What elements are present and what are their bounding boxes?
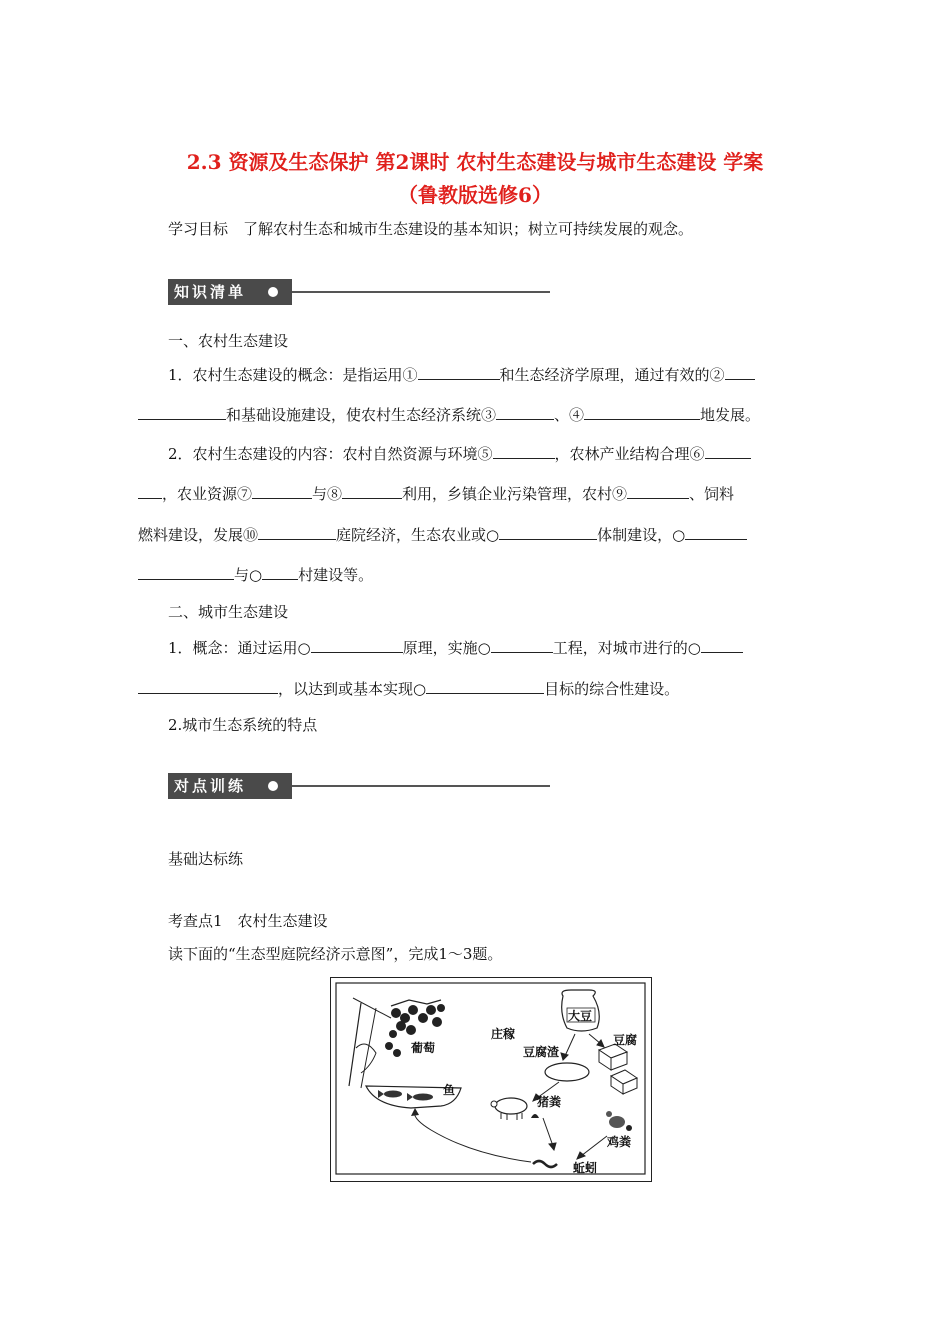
practice-point: 考查点1 农村生态建设 — [168, 912, 328, 930]
fill-blank-16-cont[interactable] — [138, 679, 278, 694]
section1-p2-line1 — [168, 443, 751, 464]
fill-blank-10[interactable] — [258, 525, 336, 540]
section1-p1-line2 — [138, 404, 760, 425]
okara-pile — [545, 1063, 589, 1081]
practice-banner-label: 对点训练 — [174, 777, 247, 795]
text-run: 目标的综合性建设。 — [544, 680, 680, 698]
label-earthworm: 蚯蚓 — [573, 1161, 598, 1175]
practice-level: 基础达标练 — [168, 850, 244, 868]
practice-instruction: 读下面的“生态型庭院经济示意图”，完成1～3题。 — [168, 945, 503, 963]
section2-heading: 二、城市生态建设 — [168, 603, 289, 621]
text-run: 1．概念：通过运用○ — [168, 639, 311, 657]
label-pig-manure: 猪粪 — [537, 1095, 562, 1109]
label-grape: 葡萄 — [411, 1041, 436, 1055]
doc-title-line2: （鲁教版选修6） — [398, 183, 552, 207]
fill-blank-17[interactable] — [426, 679, 544, 694]
banner-rule — [292, 291, 550, 293]
diagram-canvas — [331, 978, 651, 1180]
text-run: 、饲料 — [689, 485, 735, 503]
fish-icon — [378, 1090, 433, 1101]
fill-blank-6[interactable] — [705, 444, 751, 459]
return-arc — [414, 1110, 531, 1162]
text-run: 村建设等。 — [298, 566, 374, 584]
pig-manure-icon — [531, 1114, 539, 1118]
fill-blank-7[interactable] — [252, 484, 312, 499]
section1-p2-line3 — [138, 524, 747, 545]
section2-p2: 2.城市生态系统的特点 — [168, 716, 318, 734]
text-run: 和生态经济学原理，通过有效的② — [499, 366, 725, 384]
fill-blank-12[interactable] — [685, 525, 747, 540]
tofu-blocks-icon — [599, 1044, 637, 1094]
text-run: 和基础设施建设，使农村生态经济系统③ — [226, 406, 497, 424]
pig-icon — [491, 1098, 527, 1120]
fill-blank-16[interactable] — [701, 638, 743, 653]
fill-blank-9[interactable] — [627, 484, 689, 499]
fill-blank-2-cont[interactable] — [138, 405, 226, 420]
fill-blank-12-cont[interactable] — [138, 565, 234, 580]
text-run: 庭院经济，生态农业或○ — [336, 526, 500, 544]
text-run: 体制建设，○ — [597, 526, 686, 544]
section1-p2-line4 — [138, 564, 373, 585]
text-run: 与⑧ — [312, 485, 343, 503]
text-run: 与○ — [234, 566, 263, 584]
section2-p1-line2 — [138, 678, 679, 699]
text-run: 原理，实施○ — [402, 639, 491, 657]
section2-p1-line1 — [168, 637, 743, 658]
section1-p2-line2 — [138, 483, 734, 504]
arrowhead — [411, 1108, 419, 1116]
text-run: 燃料建设，发展⑩ — [138, 526, 259, 544]
chicken-icon — [606, 1111, 632, 1131]
text-run: 地发展。 — [700, 406, 761, 424]
text-run: 1．农村生态建设的概念：是指运用① — [168, 366, 418, 384]
fill-blank-2[interactable] — [725, 365, 755, 380]
courtyard-economy-diagram — [330, 977, 652, 1182]
fill-blank-4[interactable] — [584, 405, 700, 420]
text-run: ，农业资源⑦ — [162, 485, 253, 503]
fill-blank-13[interactable] — [262, 565, 298, 580]
fill-blank-8[interactable] — [342, 484, 402, 499]
earthworm-icon — [533, 1161, 557, 1167]
text-run: ，以达到或基本实现○ — [278, 680, 427, 698]
fill-blank-11[interactable] — [499, 525, 597, 540]
text-run: ，农林产业结构合理⑥ — [554, 445, 705, 463]
fill-blank-5[interactable] — [493, 444, 555, 459]
section1-p1-line1 — [168, 364, 755, 385]
label-soybean: 大豆 — [568, 1009, 593, 1023]
knowledge-banner-label: 知识清单 — [174, 283, 247, 301]
label-okara: 豆腐渣 — [523, 1045, 560, 1059]
section1-heading: 一、农村生态建设 — [168, 332, 289, 350]
text-run: 2．农村生态建设的内容：农村自然资源与环境⑤ — [168, 445, 493, 463]
label-fish: 鱼 — [443, 1083, 456, 1097]
banner-dot-icon — [268, 287, 278, 297]
fill-blank-6-cont[interactable] — [138, 484, 162, 499]
label-chicken-manure: 鸡粪 — [607, 1135, 632, 1149]
label-tofu: 豆腐 — [613, 1033, 638, 1047]
learning-objective: 学习目标 了解农村生态和城市生态建设的基本知识；树立可持续发展的观念。 — [168, 220, 694, 238]
banner-dot-icon — [268, 781, 278, 791]
fill-blank-15[interactable] — [491, 638, 553, 653]
text-run: 利用，乡镇企业污染管理，农村⑨ — [402, 485, 628, 503]
fill-blank-1[interactable] — [418, 365, 500, 380]
label-crops: 庄稼 — [491, 1027, 516, 1041]
fill-blank-3[interactable] — [496, 405, 554, 420]
text-run: 、④ — [554, 406, 585, 424]
text-run: 工程，对城市进行的○ — [552, 639, 701, 657]
banner-rule — [292, 785, 550, 787]
doc-title-line1: 2.3 资源及生态保护 第2课时 农村生态建设与城市生态建设 学案 — [186, 150, 764, 174]
fill-blank-14[interactable] — [311, 638, 403, 653]
